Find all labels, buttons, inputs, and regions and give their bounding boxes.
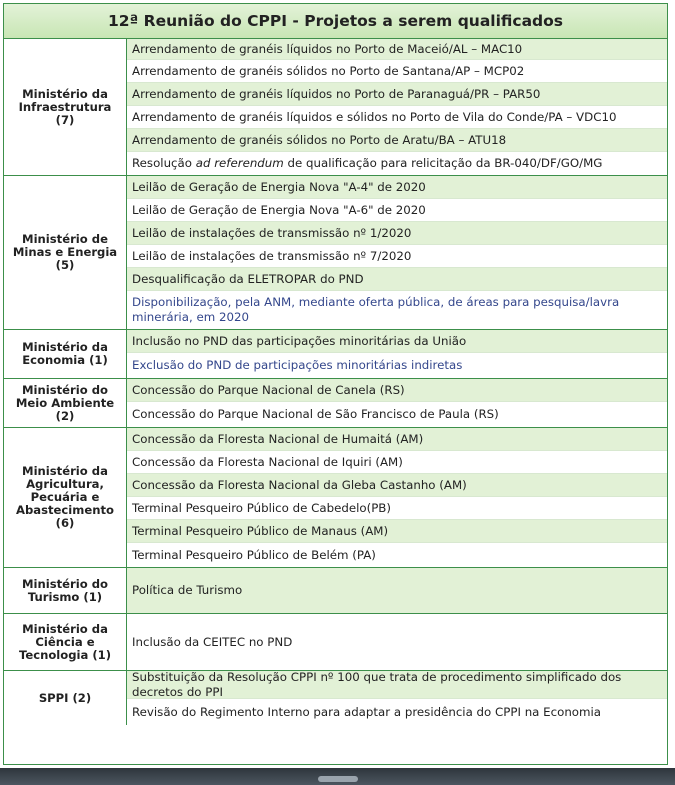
ministry-name: Ministério do Turismo (1) [4,568,127,613]
project-list [127,568,667,613]
ministry-group [4,379,667,428]
project-row [127,379,667,402]
project-row [127,199,667,222]
project-text: Concessão do Parque Nacional de São Francisco de Paula (RS) [132,407,499,421]
ministry-group [4,568,667,614]
project-text: Exclusão do PND de participações minoritárias indiretas [132,358,463,372]
project-text: Desqualificação da ELETROPAR do PND [132,271,364,286]
project-text: Concessão da Floresta Nacional da Gleba Castanho (AM) [132,477,467,492]
project-row [127,291,667,329]
table-title: 12ª Reunião do CPPI - Projetos a serem qualificados [4,4,667,39]
project-row [127,402,667,427]
project-row [127,699,667,725]
project-row [127,245,667,268]
project-row [127,520,667,543]
project-row [127,543,667,567]
project-text: Disponibilização, pela ANM, mediante oferta pública, de áreas para pesquisa/lavra minerária, em 2020 [132,295,620,324]
project-row [127,451,667,474]
project-text: Arrendamento de granéis líquidos no Porto de Paranaguá/PR – PAR50 [132,86,541,101]
project-row [127,106,667,129]
project-list [127,39,667,175]
project-row [127,428,667,451]
project-text: Terminal Pesqueiro Público de Manaus (AM) [132,523,389,538]
ministry-name: Ministério da Agricultura, Pecuária e Abastecimento (6) [4,428,127,567]
project-row [127,474,667,497]
project-text: Inclusão da CEITEC no PND [132,634,293,649]
ministry-name: Ministério da Ciência e Tecnologia (1) [4,614,127,670]
project-row [127,60,667,83]
project-list [127,176,667,329]
projects-table [3,3,668,765]
project-list [127,614,667,670]
ministry-group [4,671,667,725]
project-text: Leilão de instalações de transmissão nº 7/2020 [132,248,412,263]
ministry-name: Ministério da Infraestrutura (7) [4,39,127,175]
project-text: Leilão de Geração de Energia Nova "A-4" de 2020 [132,179,426,194]
project-row [127,152,667,175]
project-row [127,497,667,520]
project-row [127,268,667,291]
project-text: Leilão de instalações de transmissão nº 1/2020 [132,225,412,240]
ministry-group [4,614,667,671]
home-indicator-icon[interactable] [318,776,358,782]
project-list [127,379,667,427]
project-row [127,39,667,60]
project-text: Arrendamento de granéis líquidos no Porto de Maceió/AL – MAC10 [132,41,523,56]
project-row [127,222,667,245]
project-row [127,83,667,106]
ministry-group [4,428,667,568]
project-text: Leilão de Geração de Energia Nova "A-6" de 2020 [132,202,426,217]
project-text: Inclusão no PND das participações minoritárias da União [132,333,467,348]
project-text: Revisão do Regimento Interno para adaptar a presidência do CPPI na Economia [132,704,602,719]
ministry-name: Ministério de Minas e Energia (5) [4,176,127,329]
project-row [127,330,667,353]
project-text: Arrendamento de granéis sólidos no Porto de Aratu/BA – ATU18 [132,132,507,147]
ministry-group [4,330,667,379]
project-row [127,353,667,378]
project-row [127,129,667,152]
ministry-name: SPPI (2) [4,671,127,725]
project-text: Arrendamento de granéis sólidos no Porto de Santana/AP – MCP02 [132,63,525,78]
project-row [127,614,667,670]
project-text: Terminal Pesqueiro Público de Cabedelo(PB) [132,500,392,515]
ministry-groups [4,39,667,725]
ministry-group [4,176,667,330]
ministry-name: Ministério do Meio Ambiente (2) [4,379,127,427]
project-text: Concessão do Parque Nacional de Canela (RS) [132,382,405,397]
project-text: Arrendamento de granéis líquidos e sólidos no Porto de Vila do Conde/PA – VDC10 [132,109,617,124]
project-text: Resolução ad referendum de qualificação para relicitação da BR-040/DF/GO/MG [132,156,603,170]
project-list [127,671,667,725]
project-text: Concessão da Floresta Nacional de Iquiri (AM) [132,454,403,469]
project-text: Concessão da Floresta Nacional de Humaitá (AM) [132,431,424,446]
project-text: Política de Turismo [132,583,243,597]
ministry-group [4,39,667,176]
project-row [127,176,667,199]
project-row [127,671,667,699]
project-list [127,428,667,567]
project-text: Terminal Pesqueiro Público de Belém (PA) [132,547,376,562]
project-list [127,330,667,378]
project-text: Substituição da Resolução CPPI nº 100 que trata de procedimento simplificado dos decretos do PPI [132,669,622,699]
project-row [127,568,667,613]
ministry-name: Ministério da Economia (1) [4,330,127,378]
